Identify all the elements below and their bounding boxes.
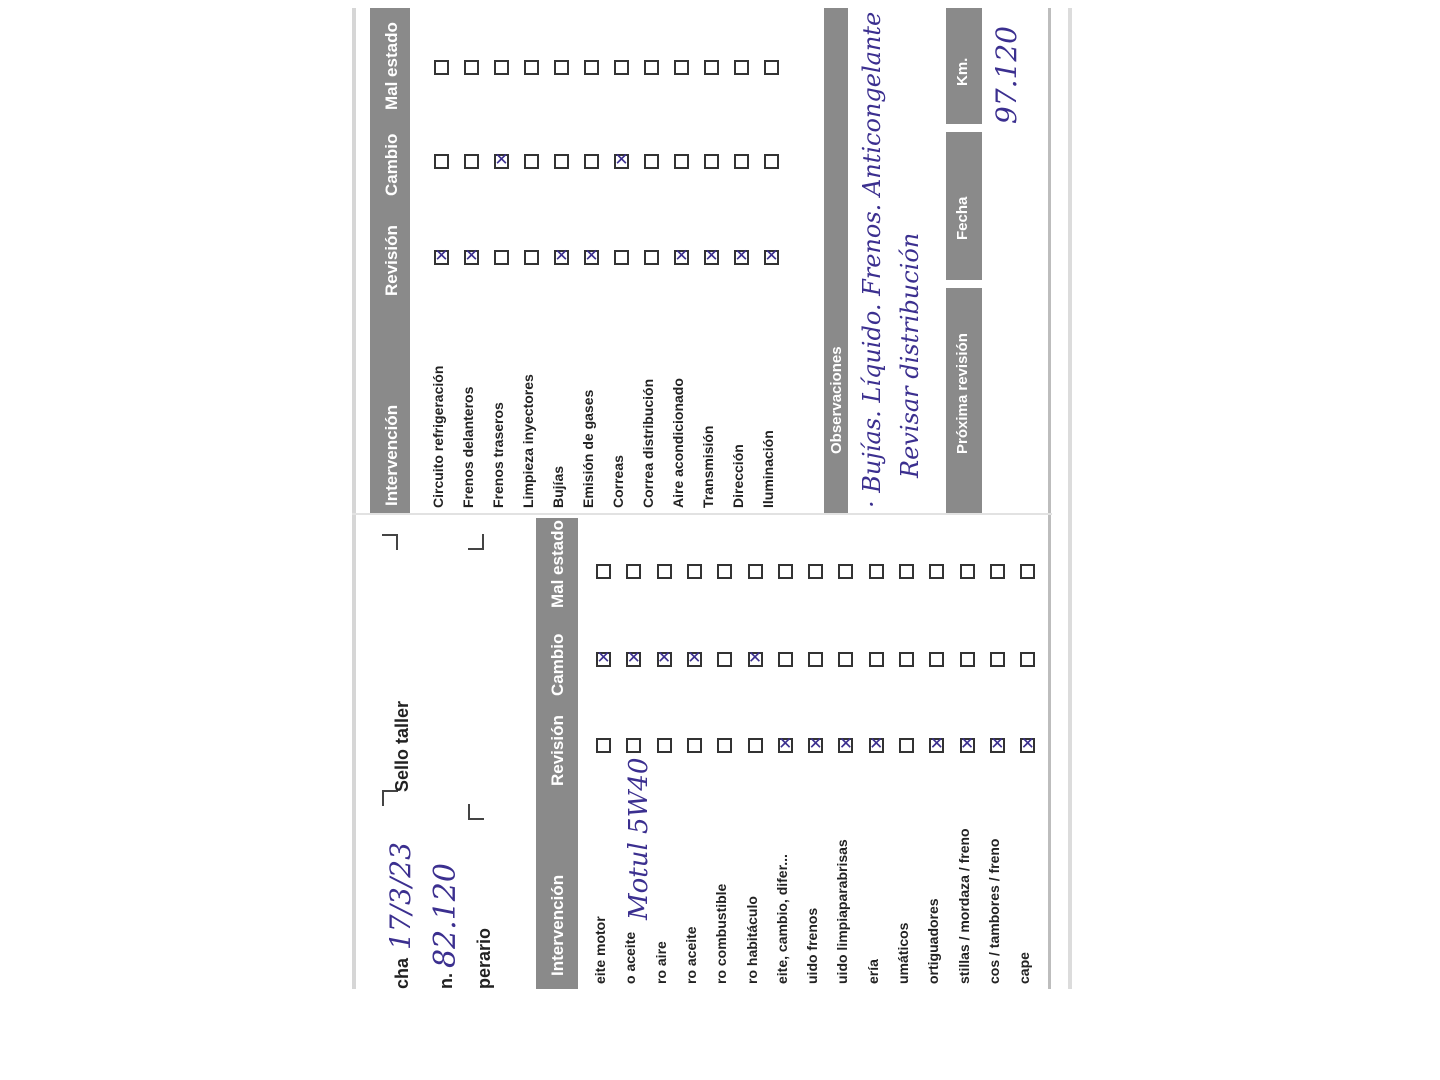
bottom-change-checkbox[interactable] (1020, 652, 1035, 667)
top-change-checkbox[interactable] (674, 154, 689, 169)
bottom-review-checkbox[interactable] (869, 738, 884, 753)
bottom-review-checkbox[interactable] (626, 738, 641, 753)
bottom-header-bad-state: Mal estado (548, 520, 567, 608)
bottom-bad-checkbox[interactable] (778, 564, 793, 579)
bottom-bad-checkbox[interactable] (748, 564, 763, 579)
top-item-label: Iluminación (760, 430, 776, 508)
bottom-item-label: ro habitáculo (743, 896, 760, 984)
bottom-header-intervention: Intervención (548, 874, 567, 976)
top-item-label: Dirección (730, 444, 746, 508)
bottom-change-checkbox[interactable] (596, 652, 611, 667)
top-bad-checkbox[interactable] (764, 60, 779, 75)
bottom-item-label: ro combustible (713, 883, 730, 984)
fold-line (352, 513, 1052, 515)
top-item-label: Correas (610, 455, 626, 508)
bottom-item-label: eite, cambio, difer... (773, 854, 790, 984)
bottom-item-label: uido frenos (804, 907, 821, 984)
bottom-item-label: cape (1016, 952, 1033, 984)
scan-edge-left (352, 8, 356, 989)
top-item-label: Frenos traseros (490, 402, 506, 508)
top-bad-checkbox[interactable] (584, 60, 599, 75)
top-review-checkbox[interactable] (464, 250, 479, 265)
bottom-change-checkbox[interactable] (808, 652, 823, 667)
km-label: n. (436, 973, 456, 989)
top-bad-checkbox[interactable] (524, 60, 539, 75)
bottom-item-label: eite motor (592, 916, 608, 984)
top-review-checkbox[interactable] (494, 250, 509, 265)
bottom-review-checkbox[interactable] (899, 738, 914, 753)
observations-handwriting-2: Revisar distribución (896, 232, 924, 478)
bottom-item-label: ro aceite (682, 926, 699, 984)
stamp-label: Sello taller (392, 700, 412, 792)
oil-note-handwriting: Motul 5W40 (624, 757, 654, 920)
top-review-checkbox[interactable] (674, 250, 689, 265)
observations-label: Observaciones (828, 346, 845, 454)
top-change-checkbox[interactable] (494, 154, 509, 169)
bottom-change-checkbox[interactable] (717, 652, 732, 667)
top-review-checkbox[interactable] (554, 250, 569, 265)
bottom-review-checkbox[interactable] (748, 738, 763, 753)
bottom-change-checkbox[interactable] (990, 652, 1005, 667)
bottom-change-checkbox[interactable] (626, 652, 641, 667)
stamp-corner-tr (382, 534, 398, 550)
bottom-bad-checkbox[interactable] (929, 564, 944, 579)
bottom-bad-checkbox[interactable] (657, 564, 672, 579)
top-change-checkbox[interactable] (644, 154, 659, 169)
operator-label: perario (474, 927, 494, 989)
top-review-checkbox[interactable] (644, 250, 659, 265)
bottom-change-checkbox[interactable] (778, 652, 793, 667)
top-bad-checkbox[interactable] (464, 60, 479, 75)
bottom-change-checkbox[interactable] (899, 652, 914, 667)
bottom-bad-checkbox[interactable] (960, 564, 975, 579)
bottom-review-checkbox[interactable] (1020, 738, 1035, 753)
next-km-handwriting: 97.120 (990, 26, 1023, 124)
top-bad-checkbox[interactable] (674, 60, 689, 75)
bottom-bad-checkbox[interactable] (626, 564, 641, 579)
top-change-checkbox[interactable] (464, 154, 479, 169)
top-review-checkbox[interactable] (764, 250, 779, 265)
next-km-label: Km. (954, 57, 971, 86)
bottom-header-review: Revisión (548, 715, 567, 786)
top-item-label: Frenos delanteros (460, 386, 476, 508)
bottom-item-label: o aceite (622, 931, 639, 984)
bottom-bad-checkbox[interactable] (808, 564, 823, 579)
bottom-item-label: ro aire (652, 941, 669, 984)
bottom-item-label: uido limpiaparabrisas (834, 839, 851, 984)
km-handwriting: 82.120 (428, 863, 463, 968)
bottom-bad-checkbox[interactable] (899, 564, 914, 579)
bottom-review-checkbox[interactable] (717, 738, 732, 753)
top-review-checkbox[interactable] (434, 250, 449, 265)
top-change-checkbox[interactable] (704, 154, 719, 169)
scan-edge-right (1048, 8, 1082, 989)
bottom-bad-checkbox[interactable] (687, 564, 702, 579)
next-revision-label: Próxima revisión (954, 333, 971, 454)
bottom-change-checkbox[interactable] (869, 652, 884, 667)
top-bad-checkbox[interactable] (614, 60, 629, 75)
bottom-bad-checkbox[interactable] (838, 564, 853, 579)
top-review-checkbox[interactable] (584, 250, 599, 265)
top-item-label: Circuito refrigeración (430, 365, 446, 508)
top-change-checkbox[interactable] (734, 154, 749, 169)
bottom-bad-checkbox[interactable] (596, 564, 611, 579)
bottom-item-label: ortiguadores (925, 898, 942, 984)
top-item-label: Emisión de gases (580, 389, 596, 508)
top-bad-checkbox[interactable] (434, 60, 449, 75)
bottom-item-label: umáticos (895, 922, 911, 984)
top-change-checkbox[interactable] (614, 154, 629, 169)
bottom-change-checkbox[interactable] (960, 652, 975, 667)
top-change-checkbox[interactable] (764, 154, 779, 169)
top-bad-checkbox[interactable] (734, 60, 749, 75)
top-change-checkbox[interactable] (554, 154, 569, 169)
date-label: cha (392, 957, 412, 989)
bottom-change-checkbox[interactable] (687, 652, 702, 667)
bottom-review-checkbox[interactable] (990, 738, 1005, 753)
top-header-bad-state: Mal estado (382, 22, 401, 110)
stamp-corner-tl (382, 790, 398, 806)
stamp-corner-br (468, 534, 484, 550)
top-review-checkbox[interactable] (614, 250, 629, 265)
top-review-checkbox[interactable] (524, 250, 539, 265)
top-change-checkbox[interactable] (524, 154, 539, 169)
top-item-label: Correa distribución (640, 378, 656, 508)
bottom-bad-checkbox[interactable] (717, 564, 732, 579)
next-date-label: Fecha (954, 196, 971, 240)
bottom-review-checkbox[interactable] (687, 738, 702, 753)
top-bad-checkbox[interactable] (704, 60, 719, 75)
top-bad-checkbox[interactable] (644, 60, 659, 75)
bottom-change-checkbox[interactable] (929, 652, 944, 667)
top-header-review: Revisión (382, 225, 401, 296)
top-bad-checkbox[interactable] (494, 60, 509, 75)
stamp-corner-bl (468, 804, 484, 820)
top-review-checkbox[interactable] (734, 250, 749, 265)
top-change-checkbox[interactable] (434, 154, 449, 169)
top-item-label: Limpieza inyectores (520, 374, 536, 508)
top-item-label: Aire acondicionado (670, 378, 686, 508)
top-item-label: Transmisión (700, 425, 716, 508)
bottom-header-change: Cambio (548, 633, 567, 696)
bottom-bad-checkbox[interactable] (1020, 564, 1035, 579)
bottom-change-checkbox[interactable] (657, 652, 672, 667)
bottom-review-checkbox[interactable] (808, 738, 823, 753)
maintenance-sheet (352, 8, 1082, 989)
bottom-bad-checkbox[interactable] (990, 564, 1005, 579)
bottom-review-checkbox[interactable] (596, 738, 611, 753)
top-header-change: Cambio (382, 133, 401, 196)
bottom-review-checkbox[interactable] (778, 738, 793, 753)
bottom-change-checkbox[interactable] (748, 652, 763, 667)
bottom-review-checkbox[interactable] (960, 738, 975, 753)
date-handwriting: 17/3/23 (384, 842, 417, 950)
bottom-review-checkbox[interactable] (929, 738, 944, 753)
bottom-item-label: stillas / mordaza / freno (955, 828, 972, 984)
top-header-intervention: Intervención (382, 404, 401, 506)
bottom-review-checkbox[interactable] (838, 738, 853, 753)
bottom-review-checkbox[interactable] (657, 738, 672, 753)
bottom-change-checkbox[interactable] (838, 652, 853, 667)
observations-handwriting-1: · Bujías. Líquido. Frenos. Anticongelante (858, 11, 886, 508)
top-change-checkbox[interactable] (584, 154, 599, 169)
bottom-item-label: ería (864, 959, 881, 984)
bottom-item-label: cos / tambores / freno (985, 838, 1002, 984)
top-item-label: Bujías (550, 465, 566, 508)
bottom-bad-checkbox[interactable] (869, 564, 884, 579)
top-bad-checkbox[interactable] (554, 60, 569, 75)
top-review-checkbox[interactable] (704, 250, 719, 265)
